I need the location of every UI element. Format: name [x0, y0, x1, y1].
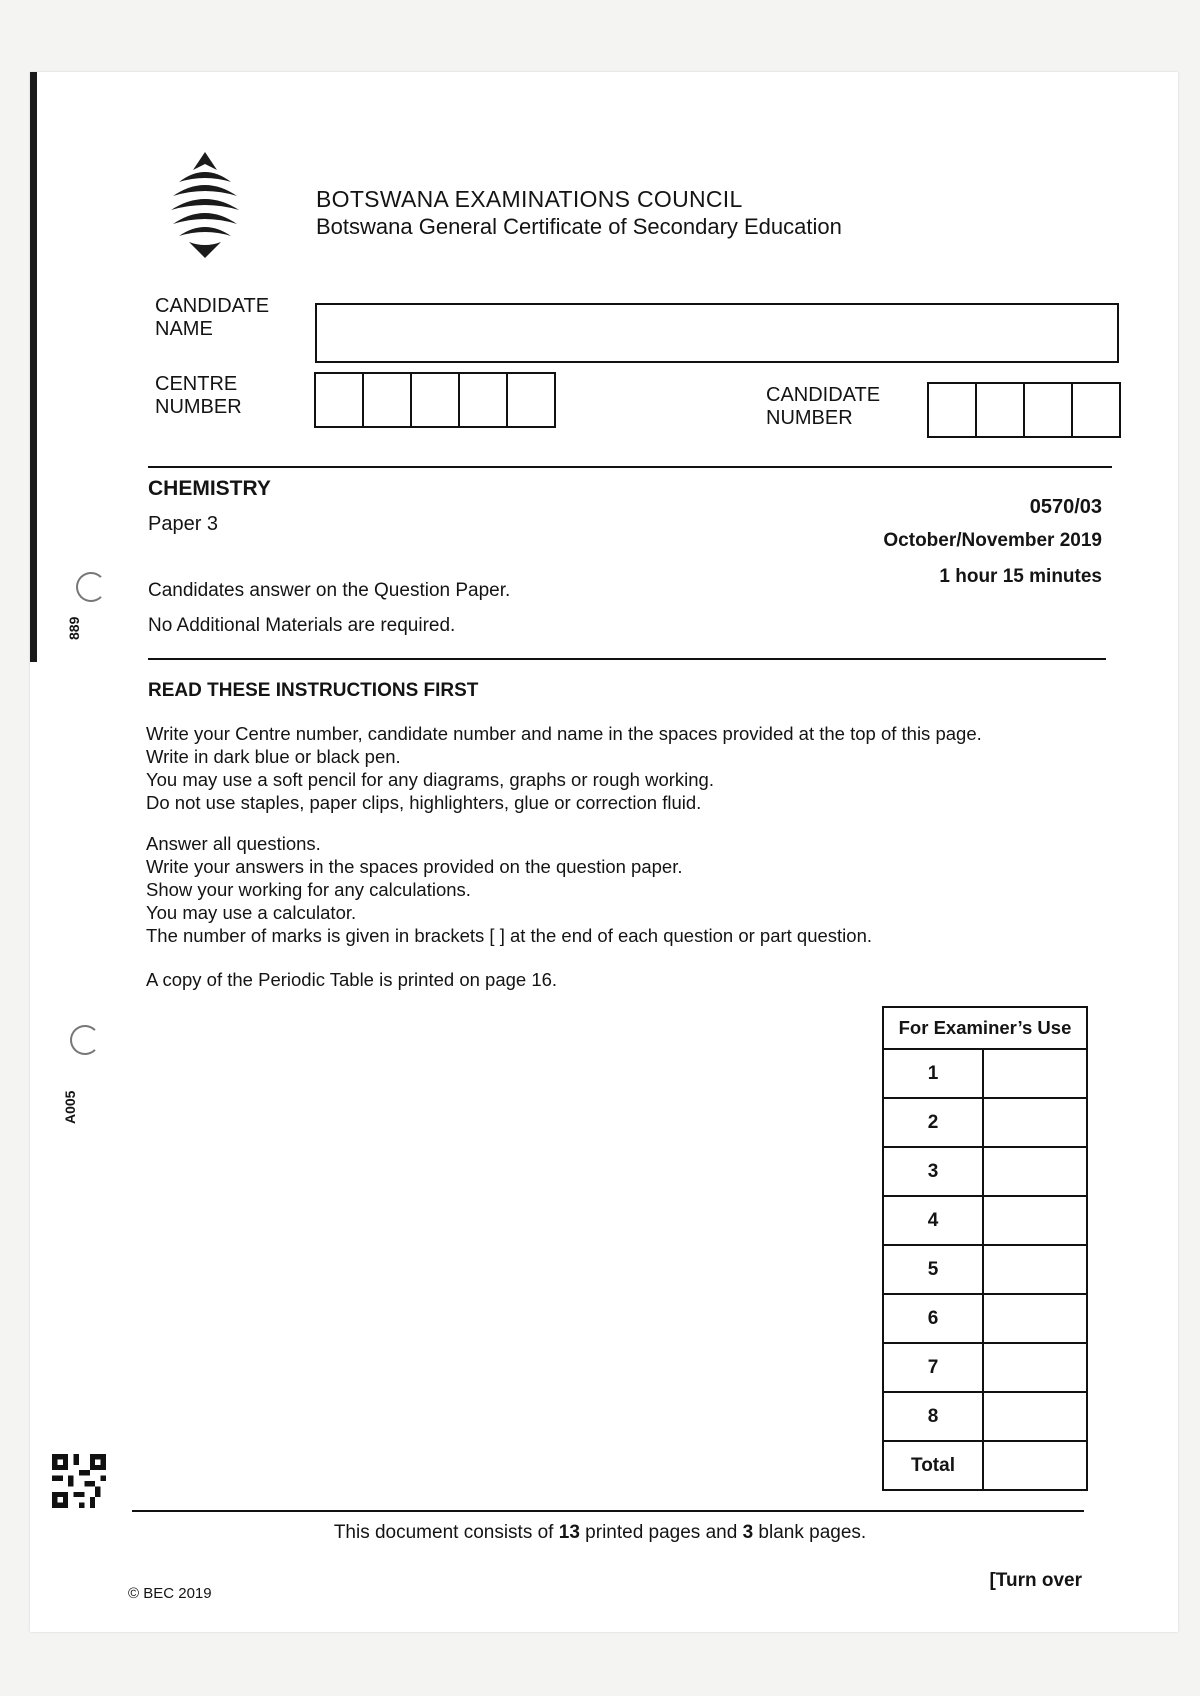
- answer-instruction: Candidates answer on the Question Paper.: [148, 580, 511, 601]
- instructions-block-1: [146, 722, 982, 814]
- centre-number-field[interactable]: [314, 372, 556, 428]
- periodic-table-note: A copy of the Periodic Table is printed on page 16.: [146, 969, 558, 990]
- council-name: BOTSWANA EXAMINATIONS COUNCIL: [316, 186, 743, 212]
- instruction-line: Write your answers in the spaces provided on the question paper.: [146, 856, 683, 877]
- question-number: 5: [883, 1245, 983, 1294]
- mark-cell[interactable]: [983, 1098, 1087, 1147]
- candidate-digit-box[interactable]: [977, 384, 1025, 436]
- candidate-digit-box[interactable]: [1073, 384, 1119, 436]
- instruction-line: Write your Centre number, candidate number and name in the spaces provided at the top of this page.: [146, 723, 982, 744]
- bec-logo-icon: [165, 148, 245, 260]
- mark-cell[interactable]: [983, 1343, 1087, 1392]
- exam-duration: 1 hour 15 minutes: [939, 566, 1102, 587]
- table-row: [883, 1392, 1087, 1441]
- question-number: 2: [883, 1098, 983, 1147]
- margin-code: A005: [62, 1090, 78, 1124]
- candidate-number-label: CANDIDATE NUMBER: [766, 384, 881, 429]
- candidate-name-field[interactable]: [315, 303, 1119, 363]
- centre-digit-box[interactable]: [460, 374, 508, 426]
- page-count-note: This document consists of 13 printed pages and 3 blank pages.: [333, 1522, 867, 1543]
- examiner-use-table: [882, 1006, 1088, 1491]
- instruction-line: You may use a soft pencil for any diagrams, graphs or rough working.: [146, 769, 714, 790]
- total-label: Total: [883, 1441, 983, 1490]
- instruction-line: Do not use staples, paper clips, highlighters, glue or correction fluid.: [146, 792, 702, 813]
- paper-number: Paper 3: [148, 513, 219, 535]
- candidate-number-field[interactable]: [927, 382, 1121, 438]
- candidate-digit-box[interactable]: [1025, 384, 1073, 436]
- table-row: [883, 1049, 1087, 1098]
- candidate-name-label: CANDIDATE NAME: [155, 295, 270, 340]
- margin-code: 889: [66, 616, 82, 640]
- divider: [148, 658, 1106, 660]
- exam-session: October/November 2019: [883, 530, 1102, 551]
- barcode-icon: [52, 1454, 106, 1508]
- centre-digit-box[interactable]: [364, 374, 412, 426]
- mark-cell[interactable]: [983, 1245, 1087, 1294]
- mark-cell[interactable]: [983, 1049, 1087, 1098]
- question-number: 8: [883, 1392, 983, 1441]
- candidate-digit-box[interactable]: [929, 384, 977, 436]
- subject-title: CHEMISTRY: [148, 477, 271, 500]
- table-row: [883, 1441, 1087, 1490]
- instruction-line: You may use a calculator.: [146, 902, 357, 923]
- centre-digit-box[interactable]: [412, 374, 460, 426]
- table-row: [883, 1294, 1087, 1343]
- table-row: [883, 1196, 1087, 1245]
- certificate-title: Botswana General Certificate of Secondary Education: [316, 214, 842, 239]
- examiner-table-heading: For Examiner’s Use: [883, 1007, 1087, 1049]
- instructions-heading: READ THESE INSTRUCTIONS FIRST: [148, 680, 479, 701]
- materials-note: No Additional Materials are required.: [148, 615, 456, 636]
- footer-divider: [132, 1510, 1084, 1512]
- table-row: [883, 1343, 1087, 1392]
- instructions-block-2: [146, 832, 872, 947]
- question-number: 1: [883, 1049, 983, 1098]
- divider: [148, 466, 1112, 468]
- mark-cell[interactable]: [983, 1196, 1087, 1245]
- question-number: 7: [883, 1343, 983, 1392]
- instruction-line: The number of marks is given in brackets [ ] at the end of each question or part question.: [146, 925, 873, 946]
- mark-cell[interactable]: [983, 1392, 1087, 1441]
- binding-strip: [30, 72, 37, 662]
- punch-hole-icon: [76, 572, 106, 602]
- table-row: [883, 1098, 1087, 1147]
- turn-over-note: [Turn over: [989, 1570, 1082, 1591]
- instruction-line: Show your working for any calculations.: [146, 879, 471, 900]
- copyright: © BEC 2019: [128, 1585, 212, 1602]
- question-number: 6: [883, 1294, 983, 1343]
- mark-cell[interactable]: [983, 1294, 1087, 1343]
- question-number: 3: [883, 1147, 983, 1196]
- syllabus-code: 0570/03: [1029, 496, 1102, 518]
- total-mark-cell[interactable]: [983, 1441, 1087, 1490]
- table-row: [883, 1245, 1087, 1294]
- instruction-line: Write in dark blue or black pen.: [146, 746, 401, 767]
- table-row: [883, 1147, 1087, 1196]
- question-number: 4: [883, 1196, 983, 1245]
- punch-hole-icon: [70, 1025, 100, 1055]
- centre-digit-box[interactable]: [508, 374, 554, 426]
- mark-cell[interactable]: [983, 1147, 1087, 1196]
- centre-number-label: CENTRE NUMBER: [155, 373, 242, 418]
- instruction-line: Answer all questions.: [146, 833, 321, 854]
- centre-digit-box[interactable]: [316, 374, 364, 426]
